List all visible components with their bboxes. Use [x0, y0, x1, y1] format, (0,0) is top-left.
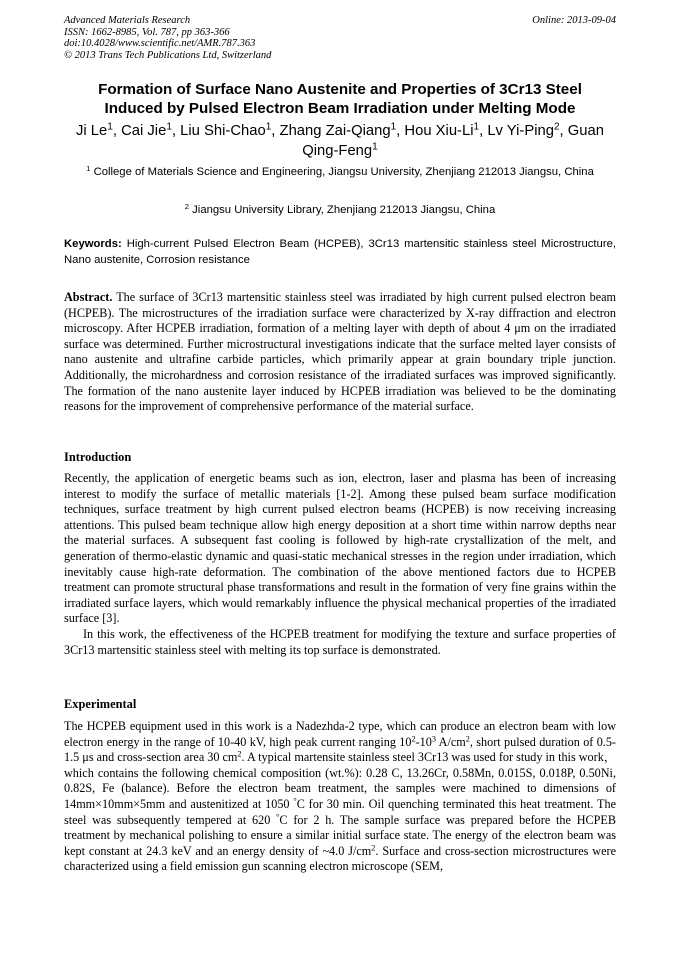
affiliation-mark: 1 [86, 163, 91, 173]
abstract-text: The surface of 3Cr13 martensitic stainless steel was irradiated by high current pulsed electron beam (HCPEB). The microstructures of the irradiation surface were characterized by X-ray diffraction and electron microscopy. After HCPEB irradiation, formation of a melting layer with depth of about 4 μm on the irradiated surface was determined. Further microstructural investigations indicate that the surface melted layer consists of nano austenite and ultrafine carbide particles, which primarily appear at grain boundary triple junction. Additionally, the microhardness and corrosion resistance of the irradiated surfaces was improved significantly. The formation of the nano austenite layer induced by HCPEB irradiation was believed to be the dominating reasons for the improvement of comprehensive performance of the material surface. [64, 290, 617, 414]
experimental-text: . Surface and cross-section microstructures were characterized using a field emission gun scanning electron microscope (SEM, [64, 843, 616, 874]
experimental-text: -10 [415, 734, 432, 749]
author-separator: , [171, 123, 181, 139]
abstract-section [64, 290, 616, 415]
author-name: Guan Qing-Feng [302, 123, 604, 159]
author-separator: , [396, 123, 405, 139]
abstract-label: Abstract. [64, 290, 113, 304]
copyright-line: © 2013 Trans Tech Publications Ltd, Switzerland [64, 49, 272, 61]
affiliation-2 [64, 203, 616, 218]
keywords-label: Keywords: [64, 238, 122, 250]
affiliation-mark: 2 [184, 201, 190, 211]
keywords-section [64, 237, 616, 268]
introduction-section [64, 471, 616, 658]
author [280, 123, 405, 139]
author [121, 123, 180, 139]
experimental-text: The HCPEB equipment used in this work is a Nadezhda-2 type, which can produce an electron beam with low electron energy in the range of 10-40 kV, high peak current ranging 10 [64, 719, 616, 749]
title-line-2: Induced by Pulsed Electron Beam Irradiation under Melting Mode [104, 100, 576, 117]
paper-title [60, 80, 620, 118]
exponent: 2 [237, 749, 242, 759]
author [76, 123, 121, 139]
author-affiliation-mark: 1 [166, 121, 172, 133]
author-affiliation-mark: 1 [265, 121, 272, 133]
author-affiliation-mark: 2 [553, 121, 560, 133]
experimental-text: C for 30 min. Oil quenching terminated this heat treatment. The steel was subsequently tempered at 620 [64, 796, 616, 827]
affiliation-text: College of Materials Science and Engineering, Jiangsu University, Zhenjiang 212013 Jiangsu, China [93, 166, 594, 178]
author-name: Zhang Zai-Qiang [279, 123, 391, 139]
degree-mark: ° [276, 812, 280, 821]
author-name: Cai Jie [121, 123, 167, 139]
author-affiliation-mark: 1 [107, 121, 113, 133]
introduction-heading: Introduction [64, 450, 132, 464]
author [180, 123, 279, 139]
author-separator: , [271, 123, 280, 139]
affiliation-1 [64, 165, 616, 180]
affiliation-text: Jiangsu University Library, Zhenjiang 212013 Jiangsu, China [192, 204, 496, 216]
author-separator: , [559, 123, 568, 139]
author [404, 123, 487, 139]
degree-mark: ° [293, 796, 297, 806]
author-affiliation-mark: 1 [473, 121, 480, 133]
author-name: Hou Xiu-Li [404, 123, 474, 139]
journal-name: Advanced Materials Research [64, 15, 191, 26]
journal-header [64, 15, 616, 61]
intro-paragraph-1: Recently, the application of energetic beams such as ion, electron, laser and plasma has been of increasing interest to modify the surface of metallic materials [1-2]. Among these pulsed beam surface modification techniques, surface treatment by high current pulsed electron beams (HCPEB) is now receiving increasing attentions. This pulsed beam technique allow high energy deposition at a short time within narrow depths near the material surfaces. A subsequent fast cooling is followed by high-rate crystallization of the melt, and generation of thermo-elastic dynamic and quasi-static mechanical stresses in the region under irradiation, which inevitably cause high-rate deformation. The combination of the above mentioned factors due to HCPEB treatment can promote structural phase transformations and result in the formation of very fine grains within the irradiated surface layers, which would remarkably influence the physical mechanical properties of the irradiated surface [3]. [64, 471, 616, 626]
doi-line: doi:10.4028/www.scientific.net/AMR.787.363 [64, 38, 256, 49]
experimental-text: A/cm [436, 734, 466, 749]
experimental-heading: Experimental [64, 697, 137, 711]
intro-paragraph-2: In this work, the effectiveness of the HCPEB treatment for modifying the texture and surface properties of 3Cr13 martensitic stainless steel with melting its top surface is demonstrated. [64, 626, 616, 657]
author [487, 123, 567, 139]
issn-line: ISSN: 1662-8985, Vol. 787, pp 363-366 [64, 26, 230, 38]
exponent: 3 [431, 734, 436, 744]
exponent: 2 [411, 734, 416, 744]
exponent: 2 [465, 734, 470, 744]
author-affiliation-mark: 1 [390, 121, 397, 133]
author-affiliation-mark: 1 [372, 141, 378, 153]
experimental-text: C for 2 h. The sample surface was prepared before the HCPEB treatment by mechanical polishing to ensure a similar initial surface state. The energy of the electron beam was kept constant at 24.3 keV and an energy density of ~4.0 J/cm [64, 812, 616, 858]
author-list [60, 121, 620, 161]
title-line-1: Formation of Surface Nano Austenite and Properties of 3Cr13 Steel [98, 81, 582, 98]
keywords-text: High-current Pulsed Electron Beam (HCPEB), 3Cr13 martensitic stainless steel Microstructure, Nano austenite, Corrosion resistance [64, 238, 616, 266]
author-separator: , [112, 123, 122, 139]
author-name: Ji Le [76, 123, 108, 139]
experimental-text: , short pulsed duration of 0.5-1.5 μs and cross-section area 30 cm [64, 734, 616, 765]
author-name: Lv Yi-Ping [487, 123, 554, 139]
experimental-paragraph [64, 719, 616, 875]
author-separator: , [479, 123, 488, 139]
experimental-text: . A typical martensite stainless steel 3Cr13 was used for study in this work，which contains the following chemical composition (wt.%): 0.28 C, 13.26Cr, 0.58Mn, 0.015S, 0.018P, 0.50Ni, 0.82S, Fe (balance). Before the electron beam treatment, the samples were machined to dimensions of 14mm×10mm×5mm and austenitized at 1050 [64, 750, 616, 811]
author-name: Liu Shi-Chao [180, 123, 266, 139]
online-date: Online: 2013-09-04 [532, 15, 616, 26]
exponent: 2 [371, 843, 376, 853]
